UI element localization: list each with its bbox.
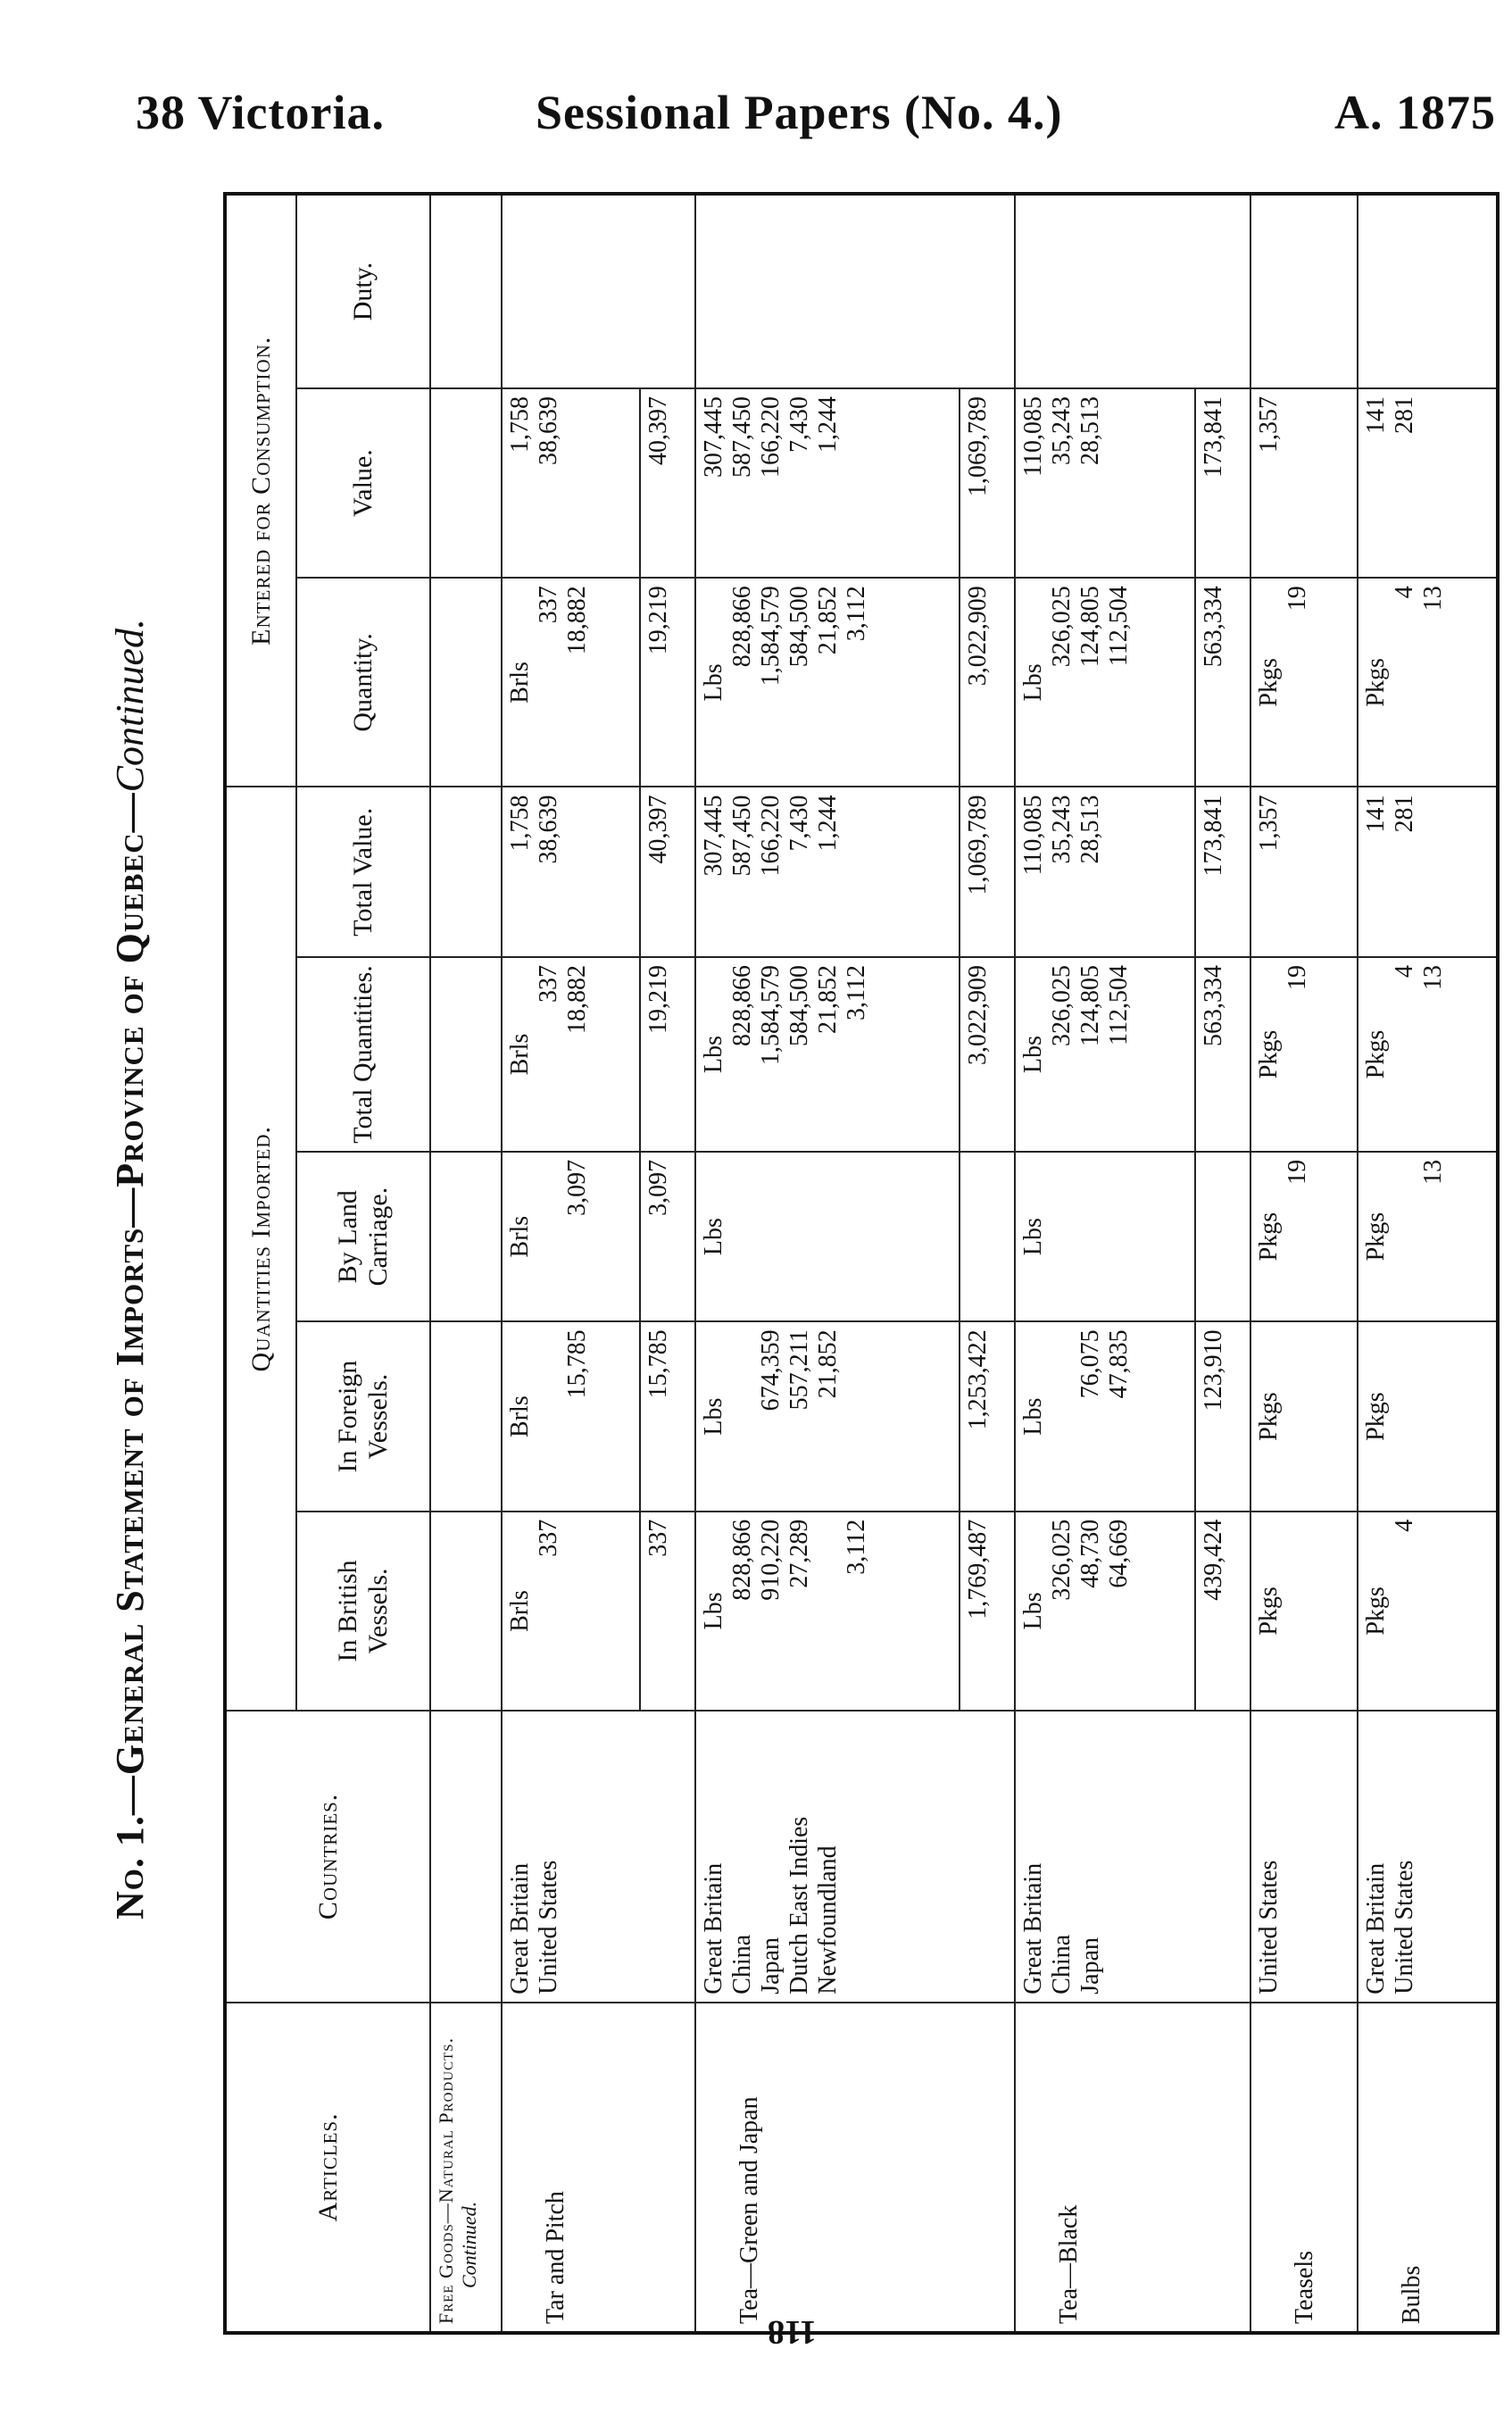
land-value-line — [814, 1160, 843, 1314]
land-value — [695, 1152, 960, 1322]
group-consumption: Entered for Consumption. — [225, 194, 296, 787]
table-title-main: No. 1.—General Statement of Imports—Province of Quebec— — [108, 792, 152, 1920]
total-qty-value — [695, 957, 960, 1152]
value-value-line: 38,639 — [535, 396, 562, 465]
total-val-value — [1250, 787, 1358, 957]
british-value-line — [1419, 1520, 1448, 1703]
unit-label: Brls — [506, 662, 534, 704]
qty-value-line: 4 — [1391, 586, 1419, 599]
unit-label: Brls — [506, 1395, 534, 1437]
total-val-value-line: 307,445 — [700, 795, 728, 877]
qty-value — [1015, 578, 1195, 787]
header-year: A. 1875 — [1334, 86, 1496, 139]
total-val-value-line: 28,513 — [1076, 795, 1104, 864]
value-value-line: 141 — [1362, 396, 1391, 434]
total-val-value — [502, 787, 640, 957]
total-land — [960, 1152, 1015, 1322]
total-qty-value-line: 326,025 — [1047, 965, 1076, 1047]
land-value — [502, 1152, 640, 1322]
country-line: Japan — [1076, 1936, 1104, 1995]
british-value-line: 48,730 — [1076, 1519, 1104, 1588]
country-line: Dutch East Indies — [785, 1816, 814, 1995]
total-british: 1,769,487 — [960, 1512, 1015, 1711]
total-val-value — [1015, 787, 1195, 957]
land-value-line — [535, 1160, 563, 1314]
unit-label: Lbs — [700, 1592, 728, 1630]
duty-cell — [1015, 194, 1195, 388]
total-foreign: 123,910 — [1195, 1321, 1250, 1511]
british-value-line: 326,025 — [1047, 1519, 1076, 1601]
imports-table — [223, 192, 1500, 2335]
total-qty-value-line: 21,852 — [814, 965, 843, 1035]
unit-label: Pkgs — [1362, 1029, 1391, 1079]
duty-cell — [695, 194, 960, 388]
foreign-value-line — [1391, 1329, 1419, 1503]
col-duty: Duty. — [296, 194, 430, 388]
qty-value-line: 1,584,579 — [757, 586, 785, 687]
col-articles: Articles. — [225, 2003, 430, 2333]
unit-label: Pkgs — [1254, 658, 1283, 707]
value-value-line: 1,758 — [506, 396, 534, 453]
unit-label: Lbs — [1018, 1218, 1047, 1256]
land-value — [1250, 1152, 1358, 1322]
foreign-value — [1250, 1321, 1358, 1511]
foreign-value-line: 557,211 — [785, 1329, 814, 1411]
article-cell — [502, 2003, 640, 2333]
land-value-line — [728, 1160, 757, 1314]
unit-label: Lbs — [1018, 1035, 1047, 1073]
foreign-value-line: 674,359 — [757, 1329, 785, 1412]
foreign-value — [695, 1321, 960, 1511]
land-value-line — [757, 1160, 785, 1314]
total-empty-cell — [1195, 1711, 1250, 2003]
qty-value-line: 112,504 — [1104, 586, 1133, 667]
value-value-line: 1,357 — [1254, 396, 1283, 453]
total-val-value-line: 587,450 — [728, 795, 757, 877]
duty-cell — [1358, 194, 1498, 388]
table-row — [502, 194, 640, 2333]
qty-value — [1250, 578, 1358, 787]
land-value-line — [1391, 1160, 1419, 1314]
british-value-line: 4 — [1391, 1519, 1419, 1532]
total-empty-cell — [960, 194, 1015, 388]
qty-value-line: 124,805 — [1076, 586, 1104, 668]
foreign-value-line — [728, 1329, 757, 1503]
section-empty-cell — [430, 957, 502, 1152]
qty-value-line: 19 — [1283, 586, 1311, 612]
section-continued: Continued. — [458, 2201, 480, 2288]
foreign-value-line — [1419, 1329, 1448, 1503]
unit-label: Lbs — [700, 1397, 728, 1436]
country — [1015, 1711, 1195, 2003]
total-qty-value-line: 3,112 — [843, 965, 871, 1021]
header-session: 38 Victoria. — [136, 86, 385, 139]
value-value-line: 166,220 — [757, 396, 785, 478]
article-cell — [1358, 2003, 1498, 2333]
total-value: 1,069,789 — [960, 388, 1015, 578]
col-foreign: In Foreign Vessels. — [296, 1321, 430, 1511]
value-value-line: 281 — [1391, 396, 1419, 434]
value-value-line: 7,430 — [785, 396, 814, 453]
unit-label: Brls — [506, 1215, 534, 1258]
british-value — [1250, 1512, 1358, 1711]
country-line: United States — [1391, 1860, 1419, 1995]
total-total-val: 173,841 — [1195, 787, 1250, 957]
table-title — [107, 527, 179, 1920]
british-value-line — [814, 1520, 843, 1703]
unit-label: Lbs — [1018, 1592, 1047, 1630]
country — [695, 1711, 960, 2003]
table-row — [1358, 194, 1498, 2333]
country-line: United States — [1254, 1860, 1283, 1995]
qty-value-line: 18,882 — [563, 586, 591, 655]
value-value — [1015, 388, 1195, 578]
table-row — [1250, 194, 1358, 2333]
unit-label: Brls — [506, 1590, 534, 1632]
land-value-line — [1076, 1160, 1105, 1314]
foreign-value-line: 21,852 — [814, 1329, 843, 1399]
foreign-value — [502, 1321, 640, 1511]
total-val-value-line: 35,243 — [1047, 795, 1076, 864]
total-total-qty: 3,022,909 — [960, 957, 1015, 1152]
table-body — [430, 194, 1498, 2333]
foreign-value-line — [535, 1329, 563, 1503]
unit-label: Lbs — [700, 663, 728, 702]
total-val-value-line: 7,430 — [785, 795, 814, 852]
article-name: Tar and Pitch — [542, 2191, 569, 2324]
total-land: 3,097 — [640, 1152, 695, 1322]
land-value-line — [843, 1160, 871, 1314]
col-land: By Land Carriage. — [296, 1152, 430, 1322]
british-value-line: 910,220 — [757, 1519, 785, 1601]
total-foreign: 15,785 — [640, 1321, 695, 1511]
country-line: Great Britain — [700, 1862, 728, 1995]
total-row — [640, 194, 695, 2333]
article-cell — [1250, 2003, 1358, 2333]
total-qty: 3,022,909 — [960, 578, 1015, 787]
value-value — [695, 388, 960, 578]
total-empty-cell — [640, 194, 695, 388]
total-empty-cell — [960, 2003, 1015, 2333]
land-value — [1358, 1152, 1498, 1322]
total-val-value-line: 281 — [1391, 795, 1419, 833]
land-value-line: 3,097 — [563, 1159, 591, 1216]
unit-label: Lbs — [1018, 663, 1047, 702]
total-val-value-line: 110,085 — [1018, 795, 1047, 876]
unit-label: Pkgs — [1362, 1392, 1391, 1441]
total-val-value — [1358, 787, 1498, 957]
total-val-value-line: 1,758 — [506, 795, 534, 852]
land-value-line — [785, 1160, 814, 1314]
british-value-line: 337 — [535, 1519, 562, 1557]
total-qty-value-line: 1,584,579 — [757, 965, 785, 1066]
col-total-qty: Total Quantities. — [296, 957, 430, 1152]
section-empty-cell — [430, 787, 502, 957]
section-empty-cell — [430, 578, 502, 787]
table-row — [1015, 194, 1195, 2333]
british-value — [502, 1512, 640, 1711]
total-land — [1195, 1152, 1250, 1322]
total-val-value — [695, 787, 960, 957]
total-qty-value-line: 19 — [1283, 965, 1311, 991]
total-row — [1195, 194, 1250, 2333]
total-total-val: 1,069,789 — [960, 787, 1015, 957]
total-qty-value-line: 828,866 — [728, 965, 757, 1047]
value-value — [1358, 388, 1498, 578]
country-line: Japan — [757, 1936, 785, 1995]
value-value-line: 587,450 — [728, 396, 757, 478]
col-value: Value. — [296, 388, 430, 578]
header-title: Sessional Papers (No. 4.) — [536, 86, 1063, 139]
article-name: Tea—Green and Japan — [735, 2096, 764, 2324]
total-empty-cell — [640, 2003, 695, 2333]
article-cell — [1015, 2003, 1195, 2333]
table-row — [695, 194, 960, 2333]
total-qty-value-line: 584,500 — [785, 965, 814, 1047]
british-value-line: 828,866 — [728, 1519, 757, 1601]
total-empty-cell — [1195, 194, 1250, 388]
total-value: 173,841 — [1195, 388, 1250, 578]
col-total-val: Total Value. — [296, 787, 430, 957]
land-value-line: 19 — [1283, 1159, 1311, 1185]
group-imported: Quantities Imported. — [225, 787, 296, 1711]
british-value-line: 3,112 — [843, 1519, 871, 1575]
total-val-value-line: 166,220 — [757, 795, 785, 877]
total-empty-cell — [640, 1711, 695, 2003]
section-empty-cell — [430, 388, 502, 578]
unit-label: Pkgs — [1254, 1212, 1283, 1262]
foreign-value-line — [843, 1329, 871, 1503]
land-value — [1015, 1152, 1195, 1322]
col-qty: Quantity. — [296, 578, 430, 787]
country-line: Great Britain — [1018, 1862, 1047, 1995]
total-empty-cell — [1195, 2003, 1250, 2333]
article-name: Teasels — [1290, 2250, 1318, 2324]
total-british: 439,424 — [1195, 1512, 1250, 1711]
british-value-line — [1284, 1520, 1312, 1703]
page-number: 118 — [768, 2313, 817, 2351]
total-qty-value-line: 124,805 — [1076, 965, 1104, 1047]
unit-label: Lbs — [700, 1218, 728, 1256]
british-value — [1015, 1512, 1195, 1711]
total-qty-value — [1358, 957, 1498, 1152]
unit-label: Pkgs — [1254, 1587, 1283, 1636]
total-foreign: 1,253,422 — [960, 1321, 1015, 1511]
foreign-value-line: 47,835 — [1104, 1329, 1133, 1399]
qty-value-line: 326,025 — [1047, 586, 1076, 668]
foreign-value-line: 15,785 — [563, 1329, 591, 1399]
unit-label: Pkgs — [1362, 658, 1391, 707]
total-qty-value-line: 4 — [1391, 965, 1419, 979]
qty-value-line: 13 — [1419, 586, 1448, 612]
duty-cell — [502, 194, 640, 388]
article-name: Bulbs — [1398, 2265, 1426, 2324]
qty-value-line: 828,866 — [728, 586, 757, 668]
total-row — [960, 194, 1015, 2333]
land-value-line — [1105, 1160, 1134, 1314]
qty-value-line: 21,852 — [814, 586, 843, 655]
country — [1250, 1711, 1358, 2003]
section-empty-cell — [430, 1512, 502, 1711]
total-total-qty: 19,219 — [640, 957, 695, 1152]
section-empty-cell — [430, 1152, 502, 1322]
land-value-line — [1048, 1160, 1076, 1314]
country — [502, 1711, 640, 2003]
qty-value-line: 584,500 — [785, 586, 814, 668]
total-value: 40,397 — [640, 388, 695, 578]
country-line: Newfoundland — [814, 1845, 843, 1995]
country-line: Great Britain — [506, 1862, 534, 1995]
section-empty-cell — [430, 194, 502, 388]
country-line: United States — [535, 1860, 562, 1995]
total-qty-value-line: 18,882 — [563, 965, 591, 1035]
qty-value-line: 3,112 — [843, 586, 871, 642]
value-value-line: 28,513 — [1076, 396, 1104, 465]
value-value — [1250, 388, 1358, 578]
total-val-value-line: 1,357 — [1254, 795, 1283, 852]
section-row — [430, 194, 502, 2333]
country-line: Great Britain — [1362, 1862, 1391, 1995]
total-qty: 563,334 — [1195, 578, 1250, 787]
value-value-line: 1,244 — [814, 396, 843, 453]
total-qty-value-line: 112,504 — [1104, 965, 1133, 1046]
foreign-value-line — [1048, 1329, 1076, 1503]
unit-label: Pkgs — [1362, 1587, 1391, 1636]
qty-value — [695, 578, 960, 787]
british-value-line: 64,669 — [1104, 1519, 1133, 1588]
col-british: In British Vessels. — [296, 1512, 430, 1711]
total-empty-cell — [960, 1711, 1015, 2003]
total-total-qty: 563,334 — [1195, 957, 1250, 1152]
total-qty: 19,219 — [640, 578, 695, 787]
country-line: China — [728, 1934, 757, 1995]
value-value — [502, 388, 640, 578]
value-value-line: 110,085 — [1018, 396, 1047, 477]
rotated-table-container — [223, 192, 1500, 2335]
country-line: China — [1047, 1934, 1076, 1995]
duty-cell — [1250, 194, 1358, 388]
total-qty-value-line: 337 — [535, 965, 562, 1004]
unit-label: Lbs — [1018, 1397, 1047, 1436]
value-value-line: 307,445 — [700, 396, 728, 478]
british-value — [1358, 1512, 1498, 1711]
unit-label: Brls — [506, 1033, 534, 1076]
section-label — [430, 2003, 502, 2333]
total-val-value-line: 141 — [1362, 795, 1391, 833]
unit-label: Pkgs — [1254, 1029, 1283, 1079]
article-name: Tea—Black — [1054, 2204, 1083, 2324]
british-value-line — [563, 1520, 592, 1703]
table-title-continued: Continued. — [108, 619, 152, 793]
section-empty-cell — [430, 1711, 502, 2003]
total-british: 337 — [640, 1512, 695, 1711]
value-value-line: 35,243 — [1047, 396, 1076, 465]
total-qty-value — [1015, 957, 1195, 1152]
unit-label: Lbs — [700, 1035, 728, 1073]
foreign-value-line: 76,075 — [1076, 1329, 1104, 1399]
qty-value — [1358, 578, 1498, 787]
total-val-value-line: 1,244 — [814, 795, 843, 852]
section-title: Free Goods—Natural Products. — [435, 2036, 457, 2324]
col-countries: Countries. — [225, 1711, 430, 2003]
total-qty-value-line: 13 — [1419, 965, 1448, 991]
british-value — [695, 1512, 960, 1711]
article-cell — [695, 2003, 960, 2333]
qty-value — [502, 578, 640, 787]
british-value-line: 27,289 — [785, 1519, 814, 1588]
land-value-line: 13 — [1419, 1159, 1448, 1185]
country — [1358, 1711, 1498, 2003]
total-total-val: 40,397 — [640, 787, 695, 957]
foreign-value — [1015, 1321, 1195, 1511]
total-val-value-line: 38,639 — [535, 795, 562, 864]
foreign-value — [1358, 1321, 1498, 1511]
unit-label: Pkgs — [1362, 1212, 1391, 1262]
total-qty-value — [1250, 957, 1358, 1152]
qty-value-line: 337 — [535, 586, 562, 624]
foreign-value-line — [1284, 1329, 1312, 1503]
unit-label: Pkgs — [1254, 1392, 1283, 1441]
total-qty-value — [502, 957, 640, 1152]
section-empty-cell — [430, 1321, 502, 1511]
